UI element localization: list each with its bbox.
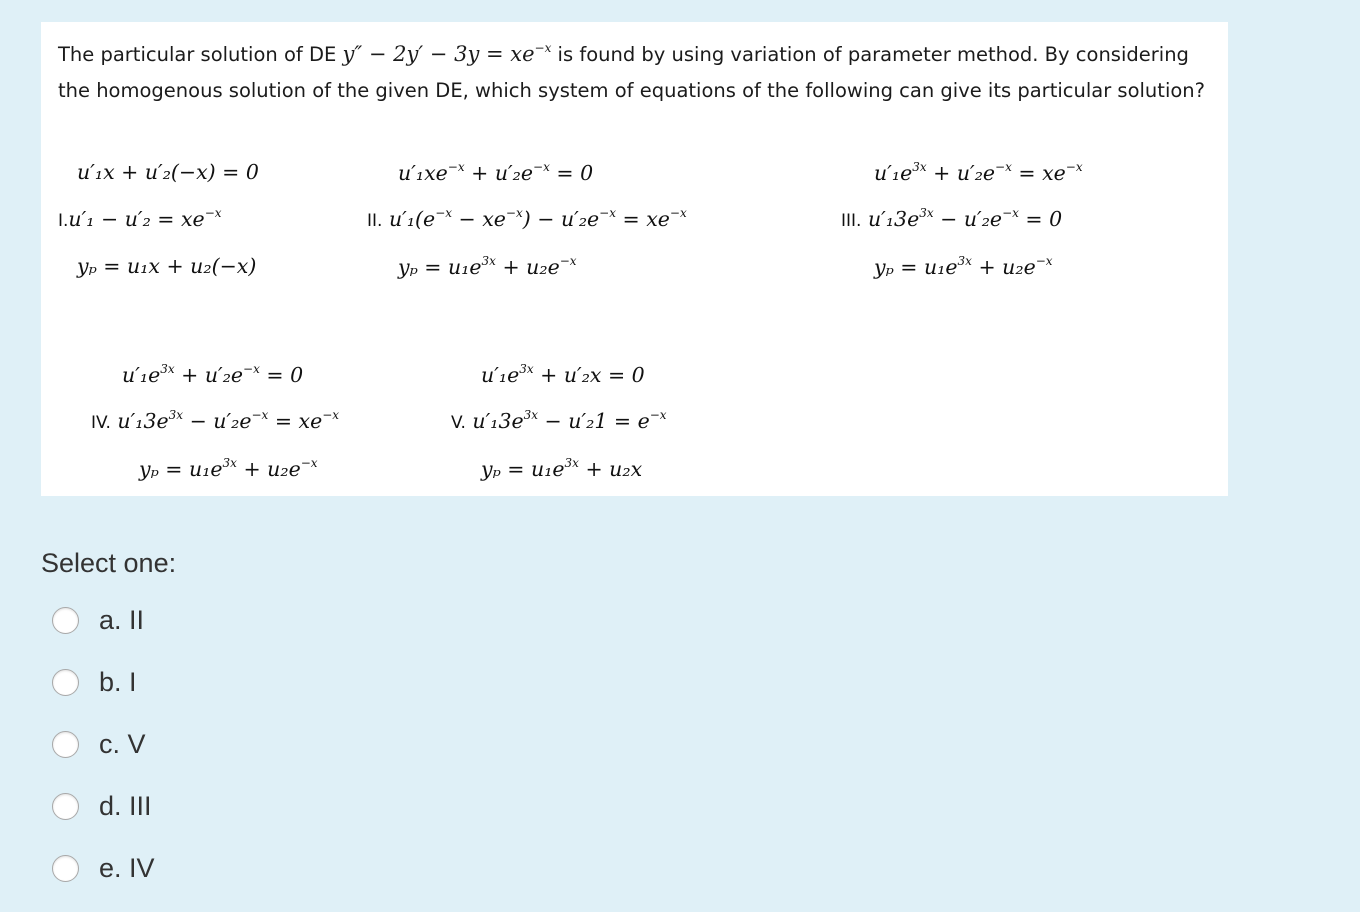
question-body: is found by using variation of parameter method. By considering the homogenous solution of the given DE, which system of equations of the following can give its particular solution?	[58, 43, 1205, 102]
system-i-eq1: u′₁x + u′₂(−x) = 0	[77, 160, 259, 184]
system-iii-eq3: $y_p = u_1e^{3x} + u_2e^{-x}$	[874, 254, 1053, 279]
radio-button-a[interactable]	[52, 607, 79, 634]
system-iv-eq1: $u'_1e^{3x} + u'_2e^{-x} = 0$	[122, 362, 304, 387]
choice-d[interactable]	[52, 788, 152, 824]
differential-equation: $y'' - 2y' - 3y = xe^{-x}$	[342, 41, 552, 66]
question-intro: The particular solution of DE	[58, 43, 343, 66]
system-i-eq2: $I.u'_1 - u'_2 = xe^{-x}$	[58, 206, 222, 231]
radio-button-d[interactable]	[52, 793, 79, 820]
choice-e[interactable]	[52, 850, 155, 886]
radio-button-b[interactable]	[52, 669, 79, 696]
select-one-label: Select one:	[41, 548, 177, 578]
choice-e-label[interactable]: e. IV	[99, 852, 155, 883]
radio-button-c[interactable]	[52, 731, 79, 758]
system-ii-eq3: $y_p = u_1e^{3x} + u_2e^{-x}$	[398, 254, 577, 279]
choice-c-label[interactable]: c. V	[99, 728, 146, 759]
radio-button-e[interactable]	[52, 855, 79, 882]
system-ii-eq2: II. $u'_1(e^{-x} - xe^{-x}) - u'_2e^{-x} = xe^{-x}$	[367, 206, 687, 231]
system-iii-eq2: III. $u'_13e^{3x} - u'_2e^{-x} = 0$	[841, 206, 1063, 231]
question-text	[58, 30, 1218, 109]
choice-b[interactable]	[52, 664, 137, 700]
choice-c[interactable]	[52, 726, 146, 762]
system-v-eq2: V. $u'_13e^{3x} - u'_21 = e^{-x}$	[451, 408, 667, 433]
system-iv-eq3: $y_p = u_1e^{3x} + u_2e^{-x}$	[139, 456, 318, 481]
question-box	[41, 22, 1228, 496]
system-v-eq1: $u'_1e^{3x} + u'_2x = 0$	[481, 362, 645, 387]
choice-d-label[interactable]: d. III	[99, 790, 152, 821]
system-ii-eq1: $u'_1xe^{-x} + u'_2e^{-x} = 0$	[398, 160, 594, 185]
choice-b-label[interactable]: b. I	[99, 666, 137, 697]
system-i-eq3: yₚ = u₁x + u₂(−x)	[77, 254, 257, 278]
choice-a-label[interactable]: a. II	[99, 604, 145, 635]
system-iv-eq2: IV. $u'_13e^{3x} - u'_2e^{-x} = xe^{-x}$	[91, 408, 340, 433]
system-iii-eq1: $u'_1e^{3x} + u'_2e^{-x} = xe^{-x}$	[874, 160, 1083, 185]
system-v-eq3: $y_p = u_1e^{3x} + u_2x$	[481, 456, 643, 481]
choice-a[interactable]	[52, 602, 144, 638]
